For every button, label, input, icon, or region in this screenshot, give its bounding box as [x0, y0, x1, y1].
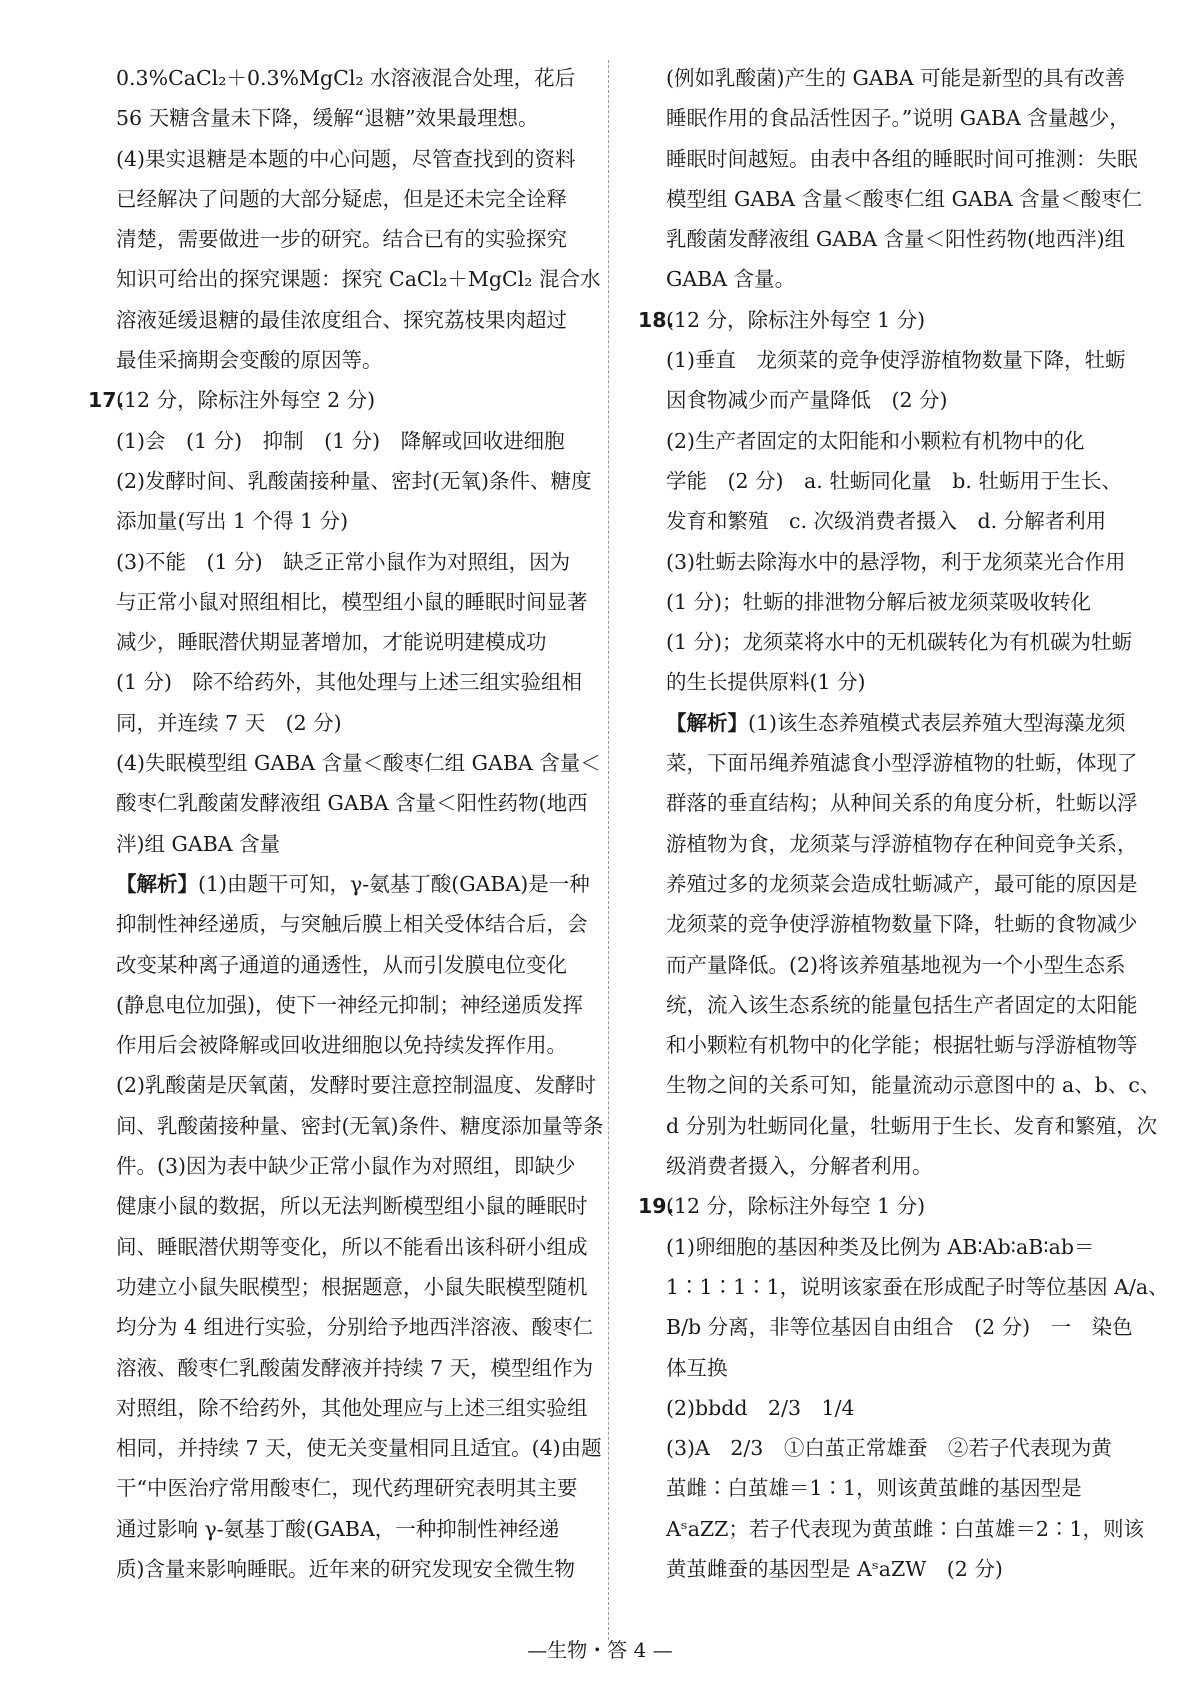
- line-text: 件。(3)因为表中缺少正常小鼠作为对照组，即缺少: [116, 1154, 576, 1179]
- text-line: [88, 662, 616, 702]
- text-line: [638, 985, 1166, 1025]
- line-text: 乳酸菌发酵液组 GABA 含量＜阳性药物(地西泮)组: [666, 227, 1126, 252]
- text-line: [638, 1468, 1166, 1508]
- line-text: (2)bbdd 2/3 1/4: [666, 1395, 855, 1420]
- line-text: (4)果实退糖是本题的中心问题，尽管查找到的资料: [116, 146, 576, 171]
- text-line: [88, 1307, 616, 1347]
- line-text: (1)由题干可知，γ-氨基丁酸(GABA)是一种: [198, 871, 590, 896]
- line-text: 群落的垂直结构；从种间关系的角度分析，牡蛎以浮: [666, 791, 1138, 816]
- text-line: [88, 542, 616, 582]
- text-line: [88, 1428, 616, 1468]
- line-text: 生物之间的关系可知，能量流动示意图中的 a、b、c、: [666, 1073, 1161, 1098]
- text-line: [88, 622, 616, 662]
- line-text: 的生长提供原料(1 分): [666, 670, 866, 695]
- text-line: [88, 1025, 616, 1065]
- text-line: [88, 1146, 616, 1186]
- line-text: 均分为 4 组进行实验，分别给予地西泮溶液、酸枣仁: [116, 1315, 594, 1340]
- line-text: (静息电位加强)，使下一神经元抑制；神经递质发挥: [116, 992, 583, 1017]
- text-line: [638, 1509, 1166, 1549]
- text-line: [88, 864, 616, 904]
- analysis-tag: 【解析】: [116, 871, 198, 896]
- line-text: 健康小鼠的数据，所以无法判断模型组小鼠的睡眠时: [116, 1194, 588, 1219]
- line-text: 茧雌∶白茧雄＝1∶1，则该黄茧雌的基因型是: [666, 1476, 1082, 1501]
- text-line: [88, 703, 616, 743]
- line-text: AˢaZZ；若子代表现为黄茧雌∶白茧雄＝2∶1，则该: [666, 1516, 1145, 1541]
- line-text: 酸枣仁乳酸菌发酵液组 GABA 含量＜阳性药物(地西: [116, 791, 588, 816]
- text-line: [638, 259, 1166, 299]
- text-line: [638, 622, 1166, 662]
- text-line: [638, 662, 1166, 702]
- text-line: [88, 179, 616, 219]
- question-number: 17.: [88, 388, 125, 413]
- text-line: [88, 219, 616, 259]
- question-number: 18.: [638, 307, 675, 332]
- line-text: 级消费者摄入，分解者利用。: [666, 1154, 933, 1179]
- line-text: (4)失眠模型组 GABA 含量＜酸枣仁组 GABA 含量＜: [116, 751, 601, 776]
- text-line: [638, 139, 1166, 179]
- text-line: [638, 380, 1166, 420]
- line-text: 干“中医治疗常用酸枣仁，现代药理研究表明其主要: [116, 1476, 578, 1501]
- line-text: 改变某种离子通道的通透性，从而引发膜电位变化: [116, 952, 567, 977]
- line-text: 已经解决了问题的大部分疑虑，但是还未完全诠释: [116, 186, 567, 211]
- text-line: [638, 300, 1166, 340]
- line-text: 睡眠作用的食品活性因子。”说明 GABA 含量越少，: [666, 106, 1130, 131]
- line-text: 养殖过多的龙须菜会造成牡蛎减产，最可能的原因是: [666, 871, 1138, 896]
- column-divider: [608, 60, 609, 1640]
- line-text: 间、睡眠潜伏期等变化，所以不能看出该科研小组成: [116, 1234, 588, 1259]
- line-text: 0.3%CaCl₂＋0.3%MgCl₂ 水溶液混合处理，花后: [116, 66, 576, 90]
- text-line: [88, 783, 616, 823]
- line-text: 游植物为食，龙须菜与浮游植物存在种间竞争关系，: [666, 831, 1138, 856]
- line-text: 溶液延缓退糖的最佳浓度组合、探究荔枝果肉超过: [116, 307, 567, 332]
- text-line: [638, 864, 1166, 904]
- line-text: (3)牡蛎去除海水中的悬浮物，利于龙须菜光合作用: [666, 549, 1126, 574]
- text-line: [638, 1025, 1166, 1065]
- text-line: [638, 904, 1166, 944]
- line-text: 泮)组 GABA 含量: [116, 831, 281, 856]
- text-line: [638, 1146, 1166, 1186]
- line-text: 清楚，需要做进一步的研究。结合已有的实验探究: [116, 227, 567, 252]
- line-text: (1)会 (1 分) 抑制 (1 分) 降解或回收进细胞: [116, 428, 565, 453]
- line-text: 1∶1∶1∶1，说明该家蚕在形成配子时等位基因 A/a、: [666, 1274, 1169, 1299]
- line-text: (1 分)；牡蛎的排泄物分解后被龙须菜吸收转化: [666, 589, 1092, 614]
- line-text: 学能 (2 分) a. 牡蛎同化量 b. 牡蛎用于生长、: [666, 468, 1122, 493]
- text-line: [88, 1106, 616, 1146]
- line-text: 因食物减少而产量降低 (2 分): [666, 388, 948, 413]
- text-line: [638, 542, 1166, 582]
- text-line: [88, 582, 616, 622]
- text-line: [88, 501, 616, 541]
- line-text: (2)乳酸菌是厌氧菌，发酵时要注意控制温度、发酵时: [116, 1073, 597, 1098]
- text-line: [88, 1388, 616, 1428]
- line-text: 功建立小鼠失眠模型；根据题意，小鼠失眠模型随机: [116, 1274, 588, 1299]
- line-text: (12 分，除标注外每空 1 分): [666, 307, 926, 332]
- line-text: (1)垂直 龙须菜的竞争使浮游植物数量下降，牡蛎: [666, 348, 1126, 373]
- text-line: [638, 582, 1166, 622]
- line-text: 模型组 GABA 含量＜酸枣仁组 GABA 含量＜酸枣仁: [666, 186, 1143, 211]
- text-line: [88, 461, 616, 501]
- text-line: [638, 1388, 1166, 1428]
- line-text: 减少，睡眠潜伏期显著增加，才能说明建模成功: [116, 630, 547, 655]
- text-line: [638, 58, 1166, 98]
- line-text: 与正常小鼠对照组相比，模型组小鼠的睡眠时间显著: [116, 589, 588, 614]
- line-text: 菜，下面吊绳养殖滤食小型浮游植物的牡蛎，体现了: [666, 751, 1138, 776]
- text-line: [88, 58, 616, 98]
- line-text: 统，流入该生态系统的能量包括生产者固定的太阳能: [666, 992, 1138, 1017]
- text-line: [88, 945, 616, 985]
- line-text: (1 分)；龙须菜将水中的无机碳转化为有机碳为牡蛎: [666, 630, 1133, 655]
- text-line: [88, 421, 616, 461]
- text-line: [638, 461, 1166, 501]
- text-line: [88, 1267, 616, 1307]
- text-line: [638, 703, 1166, 743]
- text-line: [638, 219, 1166, 259]
- text-line: [88, 139, 616, 179]
- text-line: [88, 985, 616, 1025]
- line-text: 体互换: [666, 1355, 728, 1380]
- line-text: 对照组，除不给药外，其他处理应与上述三组实验组: [116, 1395, 588, 1420]
- text-line: [88, 1186, 616, 1226]
- line-text: 龙须菜的竞争使浮游植物数量下降，牡蛎的食物减少: [666, 912, 1138, 937]
- line-text: (12 分，除标注外每空 1 分): [666, 1194, 926, 1219]
- text-line: [638, 1348, 1166, 1388]
- line-text: 通过影响 γ-氨基丁酸(GABA，一种抑制性神经递: [116, 1516, 560, 1541]
- line-text: 最佳采摘期会变酸的原因等。: [116, 348, 383, 373]
- text-line: [638, 501, 1166, 541]
- text-line: [638, 98, 1166, 138]
- text-line: [638, 783, 1166, 823]
- line-text: 添加量(写出 1 个得 1 分): [116, 509, 349, 534]
- line-text: (2)生产者固定的太阳能和小颗粒有机物中的化: [666, 428, 1085, 453]
- text-line: [638, 421, 1166, 461]
- line-text: 和小颗粒有机物中的化学能；根据牡蛎与浮游植物等: [666, 1033, 1138, 1058]
- line-text: (1 分) 除不给药外，其他处理与上述三组实验组相: [116, 670, 583, 695]
- text-line: [88, 98, 616, 138]
- line-text: 同，并连续 7 天 (2 分): [116, 710, 342, 735]
- text-line: [88, 300, 616, 340]
- text-line: [88, 1549, 616, 1589]
- line-text: d 分别为牡蛎同化量，牡蛎用于生长、发育和繁殖，次: [666, 1113, 1158, 1138]
- line-text: (3)不能 (1 分) 缺乏正常小鼠作为对照组，因为: [116, 549, 571, 574]
- text-line: [638, 1267, 1169, 1307]
- text-line: [88, 1509, 616, 1549]
- line-text: GABA 含量。: [666, 267, 796, 292]
- line-text: (2)发酵时间、乳酸菌接种量、密封(无氧)条件、糖度: [116, 468, 592, 493]
- line-text: B/b 分离，非等位基因自由组合 (2 分) 一 染色: [666, 1315, 1133, 1340]
- text-line: [88, 1065, 616, 1105]
- line-text: (1)该生态养殖模式表层养殖大型海藻龙须: [748, 710, 1126, 735]
- line-text: 抑制性神经递质，与突触后膜上相关受体结合后，会: [116, 912, 588, 937]
- question-number: 19.: [638, 1194, 675, 1219]
- line-text: 而产量降低。(2)将该养殖基地视为一个小型生态系: [666, 952, 1126, 977]
- line-text: 质)含量来影响睡眠。近年来的研究发现安全微生物: [116, 1556, 575, 1581]
- line-text: 黄茧雌蚕的基因型是 AˢaZW (2 分): [666, 1556, 1003, 1581]
- text-line: [638, 945, 1166, 985]
- text-line: [88, 380, 616, 420]
- text-line: [638, 1186, 1166, 1226]
- text-line: [638, 340, 1166, 380]
- text-line: [638, 1065, 1166, 1105]
- text-line: [88, 1348, 616, 1388]
- left-column: [88, 58, 616, 1589]
- line-text: 间、乳酸菌接种量、密封(无氧)条件、糖度添加量等条: [116, 1113, 604, 1138]
- text-line: [88, 340, 616, 380]
- text-line: [638, 1307, 1166, 1347]
- text-line: [638, 1106, 1166, 1146]
- line-text: (例如乳酸菌)产生的 GABA 可能是新型的具有改善: [666, 66, 1126, 90]
- line-text: 溶液、酸枣仁乳酸菌发酵液并持续 7 天，模型组作为: [116, 1355, 594, 1380]
- text-line: [88, 904, 616, 944]
- text-line: [638, 1549, 1166, 1589]
- line-text: 睡眠时间越短。由表中各组的睡眠时间可推测：失眠: [666, 146, 1138, 171]
- line-text: (3)A 2/3 ①白茧正常雄蚕 ②若子代表现为黄: [666, 1436, 1112, 1461]
- page-footer: —生物・答 4 —: [527, 1638, 673, 1662]
- text-line: [88, 1468, 616, 1508]
- line-text: 相同，并持续 7 天，使无关变量相同且适宜。(4)由题: [116, 1436, 602, 1461]
- line-text: 知识可给出的探究课题：探究 CaCl₂＋MgCl₂ 混合水: [116, 267, 601, 292]
- text-line: [88, 1227, 616, 1267]
- text-line: [638, 824, 1166, 864]
- line-text: (12 分，除标注外每空 2 分): [116, 388, 376, 413]
- right-column: [638, 58, 1169, 1589]
- line-text: 作用后会被降解或回收进细胞以免持续发挥作用。: [116, 1033, 567, 1058]
- line-text: (1)卵细胞的基因种类及比例为 AB∶Ab∶aB∶ab＝: [666, 1234, 1095, 1259]
- text-line: [638, 743, 1166, 783]
- text-line: [638, 179, 1166, 219]
- text-line: [88, 743, 616, 783]
- text-line: [638, 1227, 1166, 1267]
- text-line: [88, 259, 616, 299]
- line-text: 发育和繁殖 c. 次级消费者摄入 d. 分解者利用: [666, 509, 1107, 534]
- text-line: [88, 824, 616, 864]
- analysis-tag: 【解析】: [666, 710, 748, 735]
- line-text: 56 天糖含量未下降，缓解“退糖”效果最理想。: [116, 106, 539, 131]
- text-line: [638, 1428, 1166, 1468]
